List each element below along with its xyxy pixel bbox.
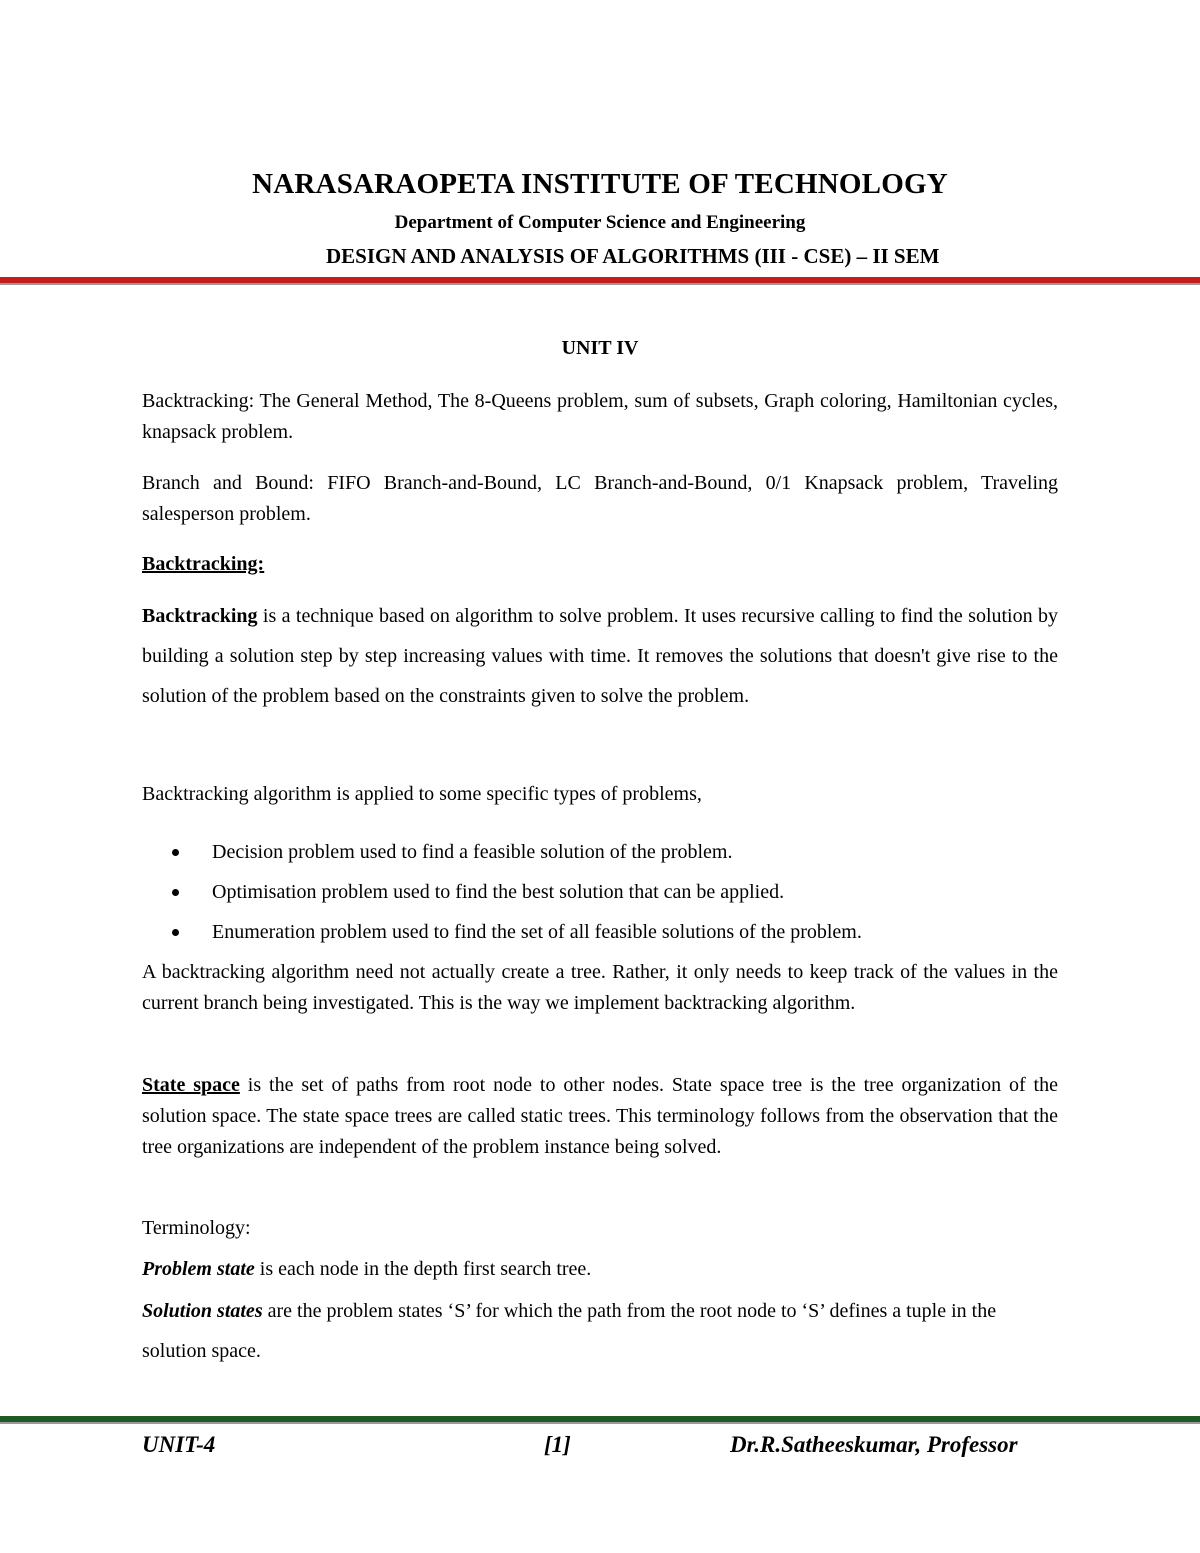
problem-state-definition [142,1254,1058,1285]
footer-author: Dr.R.Satheeskumar, Professor [730,1432,1018,1457]
backtracking-intro [142,596,1058,716]
applied-to-text: Backtracking algorithm is applied to some specific types of problems, [142,783,702,805]
list-item-text: Enumeration problem used to find the set of all feasible solutions of the problem. [212,921,862,943]
footer-unit-label: UNIT-4 [142,1432,216,1457]
backtracking-term: Backtracking [142,605,258,627]
solution-states-text: are the problem states ‘S’ for which the path from the root node to ‘S’ defines a tuple in the solution space. [142,1300,997,1362]
bullet-icon [172,849,179,856]
header-divider [0,277,1200,285]
list-item-text: Decision problem used to find a feasible solution of the problem. [212,841,733,863]
tree-note: A backtracking algorithm need not actually create a tree. Rather, it only needs to keep track of the values in the current branch being investigated. This is the way we implement backtracking algorithm. [142,961,1058,1014]
backtracking-intro-text: is a technique based on algorithm to solve problem. It uses recursive calling to find the solution by building a solution step by step increasing values with time. It removes the solutions that doesn't give rise to the solution of the problem based on the constraints given to solve the problem. [142,605,1058,707]
problem-types-list [142,832,1058,952]
institute-title: NARASARAOPETA INSTITUTE OF TECHNOLOGY [252,168,948,200]
syllabus-backtracking: Backtracking: The General Method, The 8-Queens problem, sum of subsets, Graph coloring, Hamiltonian cycles, knapsack problem. [142,390,1058,443]
bullet-icon [172,889,179,896]
department-name: Department of Computer Science and Engineering [394,212,806,233]
solution-states-term: Solution states [142,1300,263,1322]
list-item [142,832,1058,872]
bullet-icon [172,929,179,936]
backtracking-section-heading: Backtracking: [142,553,265,575]
footer-page-number: [1] [544,1432,571,1457]
list-item [142,872,1058,912]
terminology-label: Terminology: [142,1217,251,1239]
state-space-definition [142,1070,1058,1163]
list-item [142,912,1058,952]
state-space-text: is the set of paths from root node to other nodes. State space tree is the tree organization of the solution space. The state space trees are called static trees. This terminology follows from the observation that the tree organizations are independent of the problem instance being solved. [142,1074,1058,1158]
state-space-term: State space [142,1074,240,1096]
syllabus-branch-and-bound: Branch and Bound: FIFO Branch-and-Bound, LC Branch-and-Bound, 0/1 Knapsack problem, Traveling salesperson problem. [142,472,1058,525]
course-title: DESIGN AND ANALYSIS OF ALGORITHMS (III - CSE) – II SEM [326,244,940,268]
unit-heading: UNIT IV [561,337,639,359]
problem-state-text: is each node in the depth first search tree. [254,1258,592,1280]
solution-states-definition [142,1291,1058,1371]
footer-divider [0,1416,1200,1424]
list-item-text: Optimisation problem used to find the best solution that can be applied. [212,881,785,903]
problem-state-term: Problem state [142,1258,255,1280]
